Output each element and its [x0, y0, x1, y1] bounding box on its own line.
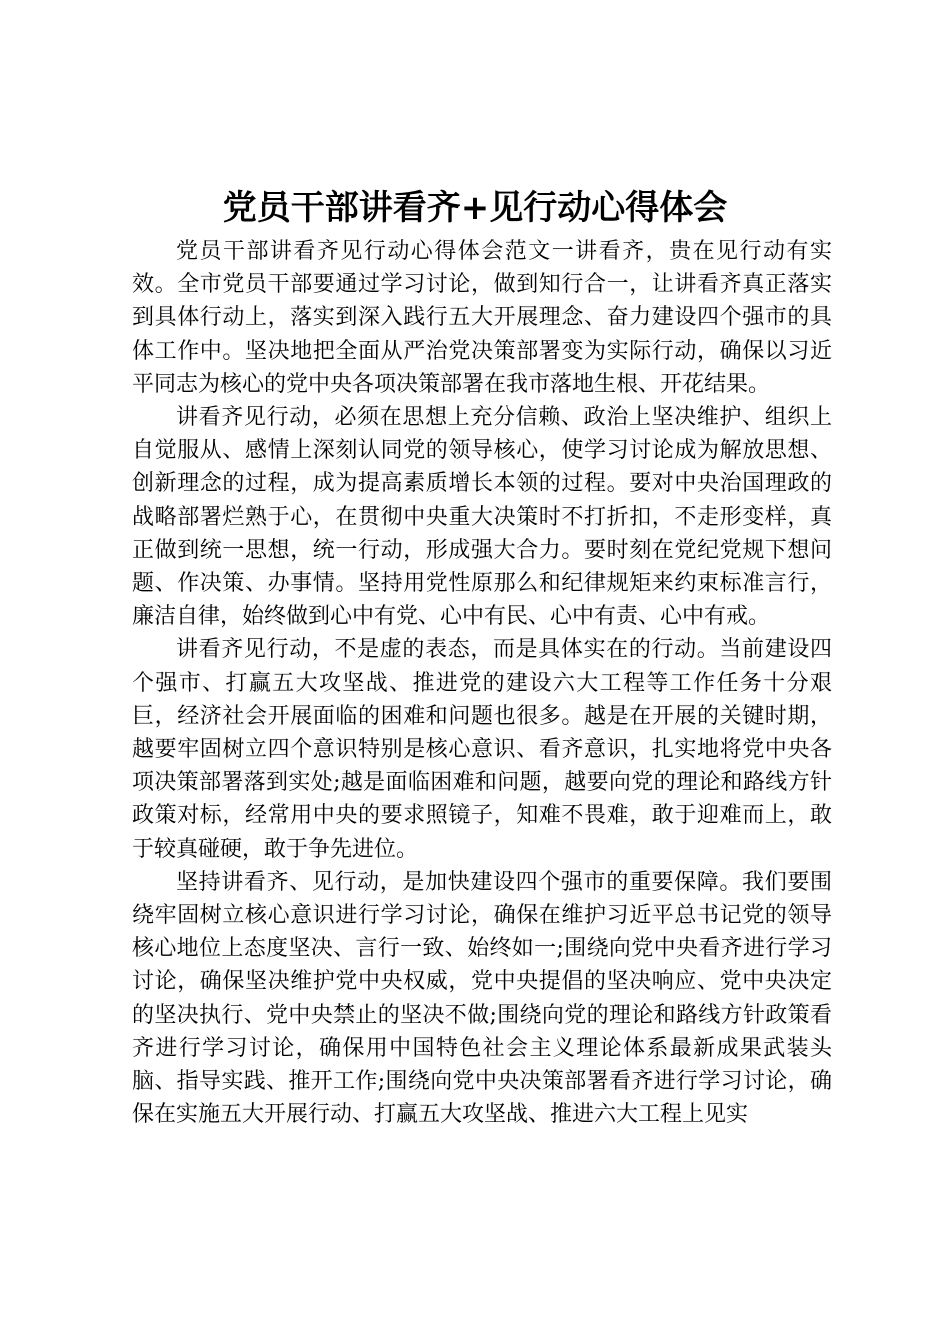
document-body: [132, 235, 832, 1131]
paragraph-4: 坚持讲看齐、见行动，是加快建设四个强市的重要保障。我们要围绕牢固树立核心意识进行学习讨论，确保在维护习近平总书记党的领导核心地位上态度坚决、言行一致、始终如一;围绕向党中央看齐进行学习讨论，确保坚决维护党中央权威，党中央提倡的坚决响应、党中央决定的坚决执行、党中央禁止的坚决不做;围绕向党的理论和路线方针政策看齐进行学习讨论，确保用中国特色社会主义理论体系最新成果武装头脑、指导实践、推开工作;围绕向党中央决策部署看齐进行学习讨论，确保在实施五大开展行动、打赢五大攻坚战、推进六大工程上见实: [132, 869, 832, 1128]
paragraph-1: 党员干部讲看齐见行动心得体会范文一讲看齐，贵在见行动有实效。全市党员干部要通过学习讨论，做到知行合一，让讲看齐真正落实到具体行动上，落实到深入践行五大开展理念、奋力建设四个强市的具体工作中。坚决地把全面从严治党决策部署变为实际行动，确保以习近平同志为核心的党中央各项决策部署在我市落地生根、开花结果。: [132, 239, 832, 397]
paragraph-3: 讲看齐见行动，不是虚的表态，而是具体实在的行动。当前建设四个强市、打赢五大攻坚战、推进党的建设六大工程等工作任务十分艰巨，经济社会开展面临的困难和问题也很多。越是在开展的关键时期，越要牢固树立四个意识特别是核心意识、看齐意识，扎实地将党中央各项决策部署落到实处;越是面临困难和问题，越要向党的理论和路线方针政策对标，经常用中央的要求照镜子，知难不畏难，敢于迎难而上，敢于较真碰硬，敢于争先进位。: [132, 637, 832, 862]
document-title: 党员干部讲看齐+见行动心得体会: [222, 188, 728, 228]
paragraph-2: 讲看齐见行动，必须在思想上充分信赖、政治上坚决维护、组织上自觉服从、感情上深刻认同党的领导核心，使学习讨论成为解放思想、创新理念的过程，成为提高素质增长本领的过程。要对中央治国理政的战略部署烂熟于心，在贯彻中央重大决策时不打折扣，不走形变样，真正做到统一思想，统一行动，形成强大合力。要时刻在党纪党规下想问题、作决策、办事情。坚持用党性原那么和纪律规矩来约束标准言行，廉洁自律，始终做到心中有党、心中有民、心中有责、心中有戒。: [132, 405, 832, 630]
